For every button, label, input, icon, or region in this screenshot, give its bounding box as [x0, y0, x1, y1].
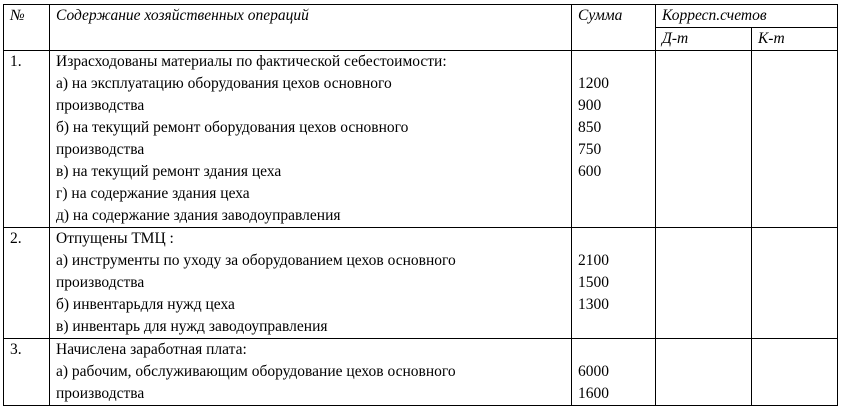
content-line: в) на текущий ремонт здания цеха [56, 163, 282, 180]
row-credit [752, 51, 838, 228]
row-number: 3. [4, 339, 50, 406]
sum-line: 6000 [578, 363, 609, 380]
content-line: в) инвентарь для нужд заводоуправления [56, 318, 328, 335]
sum-line: 2100 [578, 252, 609, 269]
sum-line: 1200 [578, 75, 609, 92]
sum-line [578, 228, 655, 250]
content-line: б) инвентарьдля нужд цеха [56, 296, 235, 313]
row-number: 2. [4, 228, 50, 339]
sum-line: 750 [578, 141, 602, 158]
content-line: производства [56, 385, 145, 402]
row-sum [572, 228, 656, 339]
content-line: г) на содержание здания цеха [56, 185, 250, 202]
table-row [4, 228, 838, 339]
row-credit [752, 339, 838, 406]
header-content: Содержание хозяйственных операций [50, 5, 572, 51]
content-line: производства [56, 141, 145, 158]
content-line: а) на эксплуатацию оборудования цехов основного [56, 75, 392, 92]
sum-line: 900 [578, 97, 602, 114]
content-line: а) рабочим, обслуживающим оборудование цехов основного [56, 363, 456, 380]
sum-line: 1600 [578, 385, 609, 402]
row-number: 1. [4, 51, 50, 228]
row-credit [752, 228, 838, 339]
content-line: д) на содержание здания заводоуправления [56, 207, 341, 224]
header-number: № [4, 5, 50, 51]
sum-line [578, 183, 655, 205]
content-line: Отпущены ТМЦ : [56, 230, 174, 247]
table-row [4, 51, 838, 228]
content-line: Израсходованы материалы по фактической себестоимости: [56, 53, 447, 70]
sum-line: 1500 [578, 274, 609, 291]
sum-line: 850 [578, 119, 602, 136]
row-debit [656, 339, 752, 406]
sum-line [578, 51, 655, 73]
table-row [4, 339, 838, 406]
row-sum [572, 339, 656, 406]
content-line: производства [56, 274, 145, 291]
content-line: а) инструменты по уходу за оборудованием цехов основного [56, 252, 456, 269]
row-sum [572, 51, 656, 228]
content-line: б) на текущий ремонт оборудования цехов основного [56, 119, 409, 136]
sum-line: 600 [578, 163, 602, 180]
content-line: производства [56, 97, 145, 114]
header-sum: Сумма [572, 5, 656, 51]
header-row-top [4, 5, 838, 28]
sum-line [578, 339, 655, 361]
content-line: Начислена заработная плата: [56, 341, 247, 358]
row-content [50, 339, 572, 406]
sum-line [578, 205, 655, 227]
row-content [50, 51, 572, 228]
sum-line [578, 316, 655, 338]
operations-table [3, 4, 838, 406]
header-debit: Д-т [656, 28, 752, 51]
row-debit [656, 228, 752, 339]
row-debit [656, 51, 752, 228]
row-content [50, 228, 572, 339]
header-correspondence: Корресп.счетов [656, 5, 838, 28]
header-credit: К-т [752, 28, 838, 51]
sum-line: 1300 [578, 296, 609, 313]
